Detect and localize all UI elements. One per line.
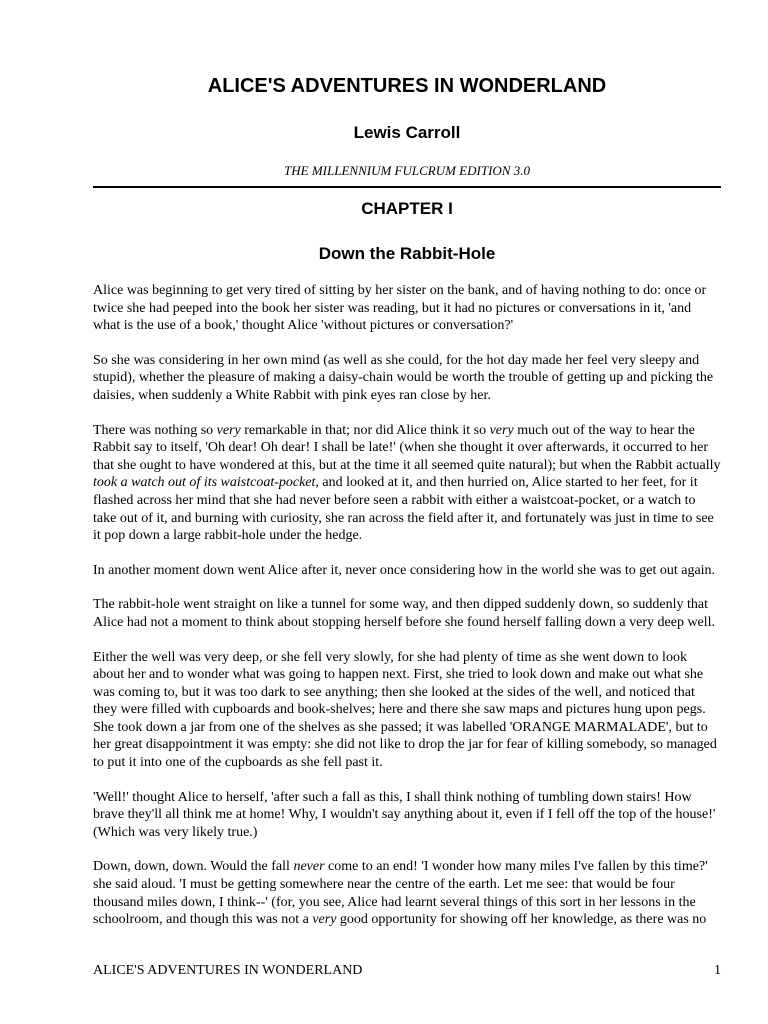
author-name: Lewis Carroll bbox=[353, 123, 461, 142]
chapter-body bbox=[93, 282, 721, 950]
chapter-title: Down the Rabbit-Hole bbox=[318, 244, 496, 263]
italic-text: very bbox=[312, 912, 337, 928]
paragraph-text: There was nothing so bbox=[93, 422, 217, 438]
paragraph-text: Alice was beginning to get very tired of sitting by her sister on the bank, and of having nothing to do: once or twice she had peeped into the book her sister was reading, but it had no pictures or conversations in it, 'and what is the use of a book,' thought Alice 'without pictures or conversation?' bbox=[93, 283, 707, 334]
italic-text: very bbox=[489, 422, 514, 438]
paragraph-text: remarkable in that; nor did Alice think it so bbox=[240, 422, 490, 438]
body-paragraph bbox=[93, 596, 721, 631]
paragraph-text: 'Well!' thought Alice to herself, 'after such a fall as this, I shall think nothing of tumbling down stairs! How brave they'll all think me at home! Why, I wouldn't say anything about it, even if I fell off the top of the house!' (Which was very likely true.) bbox=[93, 789, 716, 840]
paragraph-text: good opportunity for showing off her knowledge, as there was no bbox=[336, 912, 707, 928]
body-paragraph bbox=[93, 352, 721, 405]
body-paragraph bbox=[93, 649, 721, 772]
paragraph-text: much out of the way to hear the Rabbit say to itself, 'Oh dear! Oh dear! I shall be late!' (when she thought it over afterwards, it occurred to her that she ought to have wondered at this, but at the time it all seemed quite natural); but when the Rabbit actually bbox=[93, 422, 721, 473]
edition-line: THE MILLENNIUM FULCRUM EDITION 3.0 bbox=[284, 163, 530, 178]
paragraph-text: So she was considering in her own mind (as well as she could, for the hot day made her feel very sleepy and stupid), whether the pleasure of making a daisy-chain would be worth the trouble of getting up and picking the daisies, when suddenly a White Rabbit with pink eyes ran close by her. bbox=[93, 352, 714, 403]
paragraph-text: Either the well was very deep, or she fell very slowly, for she had plenty of time as she went down to look about her and to wonder what was going to happen next. First, she tried to look down and make out what she was coming to, but it was too dark to see anything; then she looked at the sides of the well, and noticed that they were filled with cupboards and book-shelves; here and there she saw maps and pictures hung upon pegs. She took down a jar from one of the shelves as she passed; it was labelled 'ORANGE MARMALADE', but to her great disappointment it was empty: she did not like to drop the jar for fear of killing somebody, so managed to put it into one of the cupboards as she fell past it. bbox=[93, 649, 717, 771]
body-paragraph bbox=[93, 422, 721, 545]
italic-text: never bbox=[293, 859, 325, 875]
body-paragraph bbox=[93, 858, 721, 928]
body-paragraph bbox=[93, 282, 721, 335]
book-title: ALICE'S ADVENTURES IN WONDERLAND bbox=[207, 75, 607, 97]
chapter-number: CHAPTER I bbox=[361, 199, 453, 218]
running-title: ALICE'S ADVENTURES IN WONDERLAND bbox=[93, 963, 363, 978]
paragraph-text: come to an end! 'I wonder how many miles I've fallen by this time?' she said aloud. 'I must be getting somewhere near the centre of the earth. Let me see: that would be four thousand miles down, I think--' (for, you see, Alice had learnt several things of this sort in her lessons in the schoolroom, and though this was not a bbox=[93, 859, 708, 928]
paragraph-text: Down, down, down. Would the fall bbox=[93, 859, 294, 875]
paragraph-text: and looked at it, and then hurried on, Alice started to her feet, for it flashed across her mind that she had never before seen a rabbit with either a waistcoat-pocket, or a watch to take out of it, and burning with curiosity, she ran across the field after it, and fortunately was just in time to see it pop down a large rabbit-hole under the hedge. bbox=[93, 475, 714, 544]
page-footer bbox=[93, 963, 721, 979]
body-paragraph bbox=[93, 789, 721, 842]
italic-text: took a watch out of its waistcoat-pocket, bbox=[93, 475, 319, 491]
header-divider bbox=[93, 186, 721, 188]
paragraph-text: In another moment down went Alice after it, never once considering how in the world she was to get out again. bbox=[93, 562, 716, 578]
body-paragraph bbox=[93, 562, 721, 580]
page-number: 1 bbox=[714, 963, 721, 978]
paragraph-text: The rabbit-hole went straight on like a tunnel for some way, and then dipped suddenly down, so suddenly that Alice had not a moment to think about stopping herself before she found herself falling down a very deep well. bbox=[93, 597, 716, 630]
italic-text: very bbox=[216, 422, 241, 438]
